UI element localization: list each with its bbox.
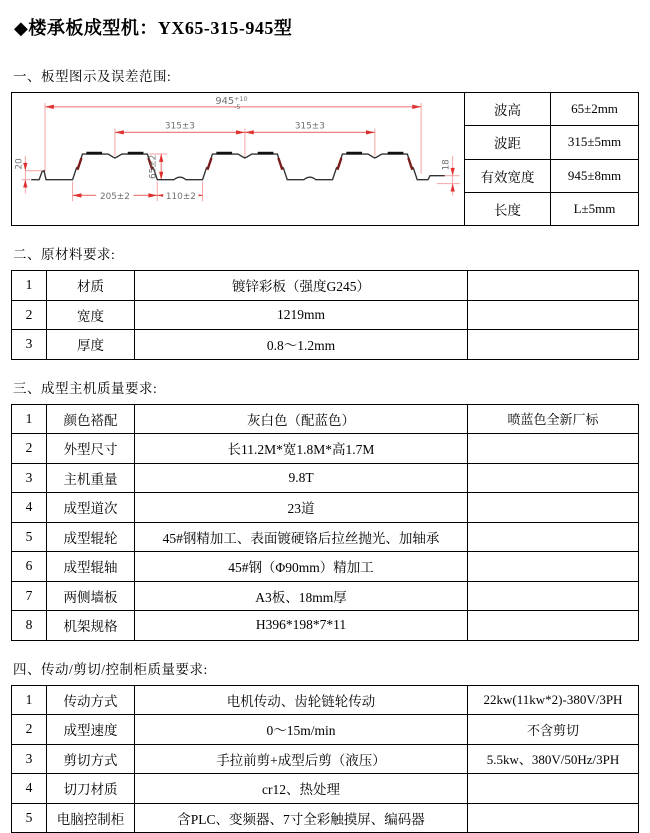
row-label: 机架规格	[47, 611, 135, 641]
profile-drawing	[12, 93, 465, 226]
table-row	[12, 404, 639, 434]
table-row	[12, 522, 639, 552]
spec-value: L±5mm	[551, 192, 639, 225]
dim-left-edge: 20	[14, 158, 24, 170]
table-row	[12, 463, 639, 493]
table-row	[12, 271, 639, 301]
row-label: 成型道次	[47, 493, 135, 523]
row-label: 成型辊轴	[47, 552, 135, 582]
row-value: A3板、18mm厚	[135, 581, 468, 611]
page-title: ◆楼承板成型机：YX65-315-945型	[14, 14, 640, 40]
section3-heading: 三、成型主机质量要求:	[13, 377, 640, 397]
deck-profile-cad-drawing	[13, 93, 464, 221]
spec-label: 有效宽度	[465, 159, 551, 192]
row-label: 切刀材质	[47, 774, 135, 804]
row-no: 3	[12, 463, 47, 493]
dim-valley-width: 110±2	[165, 192, 195, 202]
dim-rib-width: 205±2	[99, 192, 129, 202]
table-row	[12, 330, 639, 360]
row-no: 6	[12, 552, 47, 582]
row-label: 电脑控制柜	[47, 803, 135, 833]
deck-profile-outline	[31, 154, 445, 180]
table-row	[12, 715, 639, 745]
row-label: 厚度	[47, 330, 135, 360]
row-value: 灰白色（配蓝色）	[135, 404, 468, 434]
row-label: 材质	[47, 271, 135, 301]
row-label: 传动方式	[47, 685, 135, 715]
section4-heading: 四、传动/剪切/控制柜质量要求:	[13, 658, 640, 678]
spec-value: 315±5mm	[551, 126, 639, 159]
dim-overall-width: 945	[215, 96, 234, 107]
row-label: 两侧墙板	[47, 581, 135, 611]
row-label: 成型辊轮	[47, 522, 135, 552]
row-remark	[468, 434, 639, 464]
row-remark	[468, 611, 639, 641]
dim-right-edge: 18	[441, 159, 451, 171]
table-row	[12, 434, 639, 464]
table-row	[12, 803, 639, 833]
row-no: 4	[12, 493, 47, 523]
row-value: 1219mm	[135, 300, 468, 330]
row-value: 电机传动、齿轮链轮传动	[135, 685, 468, 715]
row-no: 3	[12, 744, 47, 774]
raw-material-table	[11, 270, 639, 360]
row-value: 0～15m/min	[135, 715, 468, 745]
row-remark	[468, 581, 639, 611]
row-no: 5	[12, 522, 47, 552]
dimension-arrows	[23, 105, 455, 198]
row-remark	[468, 552, 639, 582]
section2-heading: 二、原材料要求:	[13, 243, 640, 263]
row-remark: 22kw(11kw*2)-380V/3PH	[468, 685, 639, 715]
row-remark	[468, 271, 639, 301]
row-no: 5	[12, 803, 47, 833]
spec-value: 65±2mm	[551, 93, 639, 126]
row-remark	[468, 330, 639, 360]
dim-overall-tol-up: +10	[234, 95, 248, 103]
table-row	[12, 93, 639, 126]
row-remark	[468, 774, 639, 804]
row-no: 3	[12, 330, 47, 360]
table-row	[12, 611, 639, 641]
spec-label: 波距	[465, 126, 551, 159]
forming-machine-table	[11, 404, 639, 641]
row-remark	[468, 522, 639, 552]
row-remark: 不含剪切	[468, 715, 639, 745]
row-value: 含PLC、变频器、7寸全彩触摸屏、编码器	[135, 803, 468, 833]
row-remark: 5.5kw、380V/50Hz/3PH	[468, 744, 639, 774]
row-no: 2	[12, 434, 47, 464]
row-no: 2	[12, 300, 47, 330]
row-label: 剪切方式	[47, 744, 135, 774]
table-row	[12, 552, 639, 582]
row-no: 8	[12, 611, 47, 641]
section1-heading: 一、板型图示及误差范围:	[13, 65, 640, 85]
table-row	[12, 685, 639, 715]
dim-rib-height: 65±2	[148, 155, 158, 179]
row-value: 23道	[135, 493, 468, 523]
dim-pitch-left: 315±3	[164, 121, 194, 131]
row-label: 颜色褡配	[47, 404, 135, 434]
row-value: 45#钢（Φ90mm）精加工	[135, 552, 468, 582]
table-row	[12, 581, 639, 611]
row-value: cr12、热处理	[135, 774, 468, 804]
row-value: 9.8T	[135, 463, 468, 493]
row-remark	[468, 493, 639, 523]
spec-value: 945±8mm	[551, 159, 639, 192]
row-value: 长11.2M*宽1.8M*高1.7M	[135, 434, 468, 464]
row-value: H396*198*7*11	[135, 611, 468, 641]
row-value: 镀锌彩板（强度G245）	[135, 271, 468, 301]
row-no: 4	[12, 774, 47, 804]
row-label: 宽度	[47, 300, 135, 330]
dim-overall-tol-down: -5	[234, 103, 240, 111]
row-value: 手拉前剪+成型后剪（液压）	[135, 744, 468, 774]
row-no: 1	[12, 404, 47, 434]
table-row	[12, 774, 639, 804]
profile-spec-table	[11, 92, 639, 226]
row-label: 外型尺寸	[47, 434, 135, 464]
row-label: 成型速度	[47, 715, 135, 745]
table-row	[12, 493, 639, 523]
row-label: 主机重量	[47, 463, 135, 493]
row-value: 45#钢精加工、表面镀硬铬后拉丝抛光、加轴承	[135, 522, 468, 552]
row-remark	[468, 463, 639, 493]
row-remark	[468, 803, 639, 833]
row-no: 1	[12, 685, 47, 715]
table-row	[12, 744, 639, 774]
dim-pitch-right: 315±3	[294, 121, 324, 131]
row-remark	[468, 300, 639, 330]
spec-label: 长度	[465, 192, 551, 225]
spec-label: 波高	[465, 93, 551, 126]
row-no: 2	[12, 715, 47, 745]
table-row	[12, 300, 639, 330]
row-no: 7	[12, 581, 47, 611]
drive-shear-cabinet-table	[11, 685, 639, 833]
slope-hatch-marks	[77, 158, 412, 170]
row-no: 1	[12, 271, 47, 301]
row-value: 0.8～1.2mm	[135, 330, 468, 360]
row-remark: 喷蓝色全新厂标	[468, 404, 639, 434]
